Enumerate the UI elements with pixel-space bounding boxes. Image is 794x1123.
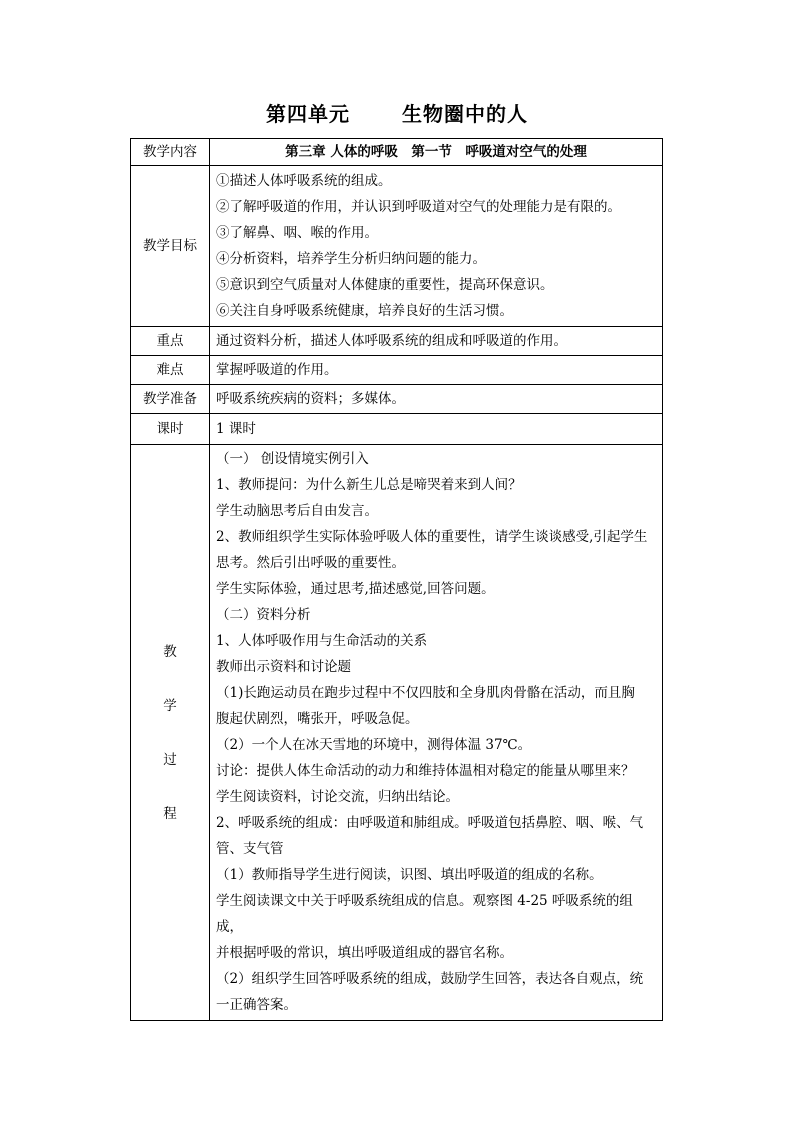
process-line: 一正确答案。 [216,997,297,1013]
title-unit: 第四单元 [266,102,350,126]
process-line: 管、支气管 [216,841,284,857]
row-key-point [131,327,663,356]
process-label-char: 教 [163,643,177,660]
key-value: 通过资料分析，描述人体呼吸系统的组成和呼吸道的作用。 [210,327,663,356]
process-line: 思考。然后引出呼吸的重要性。 [216,555,405,571]
difficulty-label: 难点 [131,356,210,385]
process-label-char: 程 [163,805,177,822]
process-line: 学生动脑思考后自由发言。 [216,503,378,519]
process-line: 并根据呼吸的常识，填出呼吸道组成的器官名称。 [216,945,513,961]
difficulty-value: 掌握呼吸道的作用。 [210,356,663,385]
process-line: （二）资料分析 [216,607,311,623]
title-topic: 生物圈中的人 [402,102,528,126]
goal-item: ④分析资料，培养学生分析归纳问题的能力。 [216,251,486,267]
process-line: （1)长跑运动员在跑步过程中不仅四肢和全身肌肉骨骼在活动，而且胸 [216,685,635,701]
goals-label: 教学目标 [131,166,210,327]
process-line: 2、呼吸系统的组成：由呼吸道和肺组成。呼吸道包括鼻腔、咽、喉、气 [216,815,644,831]
goal-item: ①描述人体呼吸系统的组成。 [216,173,392,189]
process-label-char: 过 [163,751,177,768]
process-line: （一） 创设情境实例引入 [216,451,369,467]
goal-item: ②了解呼吸道的作用，并认识到呼吸道对空气的处理能力是有限的。 [216,199,621,215]
process-line: 1、人体呼吸作用与生命活动的关系 [216,633,428,649]
process-line: 学生阅读资料，讨论交流，归纳出结论。 [216,789,459,805]
lesson-plan-table [130,138,663,1021]
process-cell [210,445,663,1021]
row-hours [131,414,663,445]
row-preparation [131,385,663,414]
prep-value: 呼吸系统疾病的资料；多媒体。 [210,385,663,414]
content-label: 教学内容 [131,139,210,166]
process-line: 学生实际体验，通过思考,描述感觉,回答问题。 [216,581,495,597]
row-content [131,139,663,166]
process-label-char: 学 [163,697,177,714]
process-line: （2）组织学生回答呼吸系统的组成，鼓励学生回答，表达各自观点，统 [216,971,644,987]
process-line: 腹起伏剧烈，嘴张开，呼吸急促。 [216,711,419,727]
process-line: 学生阅读课文中关于呼吸系统组成的信息。观察图 4-25 呼吸系统的组成， [216,893,633,935]
goal-item: ⑤意识到空气质量对人体健康的重要性，提高环保意识。 [216,277,554,293]
process-line: 1、教师提问：为什么新生儿总是啼哭着来到人间？ [216,477,522,493]
process-line: 2、教师组织学生实际体验呼吸人体的重要性，请学生谈谈感受,引起学生 [216,529,648,545]
process-line: 教师出示资料和讨论题 [216,659,351,675]
goals-cell [210,166,663,327]
hours-label: 课时 [131,414,210,445]
process-line: （1）教师指导学生进行阅读，识图、填出呼吸道的组成的名称。 [216,867,603,883]
page-title [0,98,794,127]
content-value: 第三章 人体的呼吸 第一节 呼吸道对空气的处理 [210,139,663,166]
process-line: 讨论：提供人体生命活动的动力和维持体温相对稳定的能量从哪里来？ [216,763,635,779]
goal-item: ⑥关注自身呼吸系统健康，培养良好的生活习惯。 [216,303,513,319]
process-label [131,445,210,1021]
row-goals [131,166,663,327]
row-process [131,445,663,1021]
hours-value: 1 课时 [210,414,663,445]
prep-label: 教学准备 [131,385,210,414]
row-difficulty [131,356,663,385]
key-label: 重点 [131,327,210,356]
goal-item: ③了解鼻、咽、喉的作用。 [216,225,378,241]
process-line: （2）一个人在冰天雪地的环境中，测得体温 37℃。 [216,737,532,753]
